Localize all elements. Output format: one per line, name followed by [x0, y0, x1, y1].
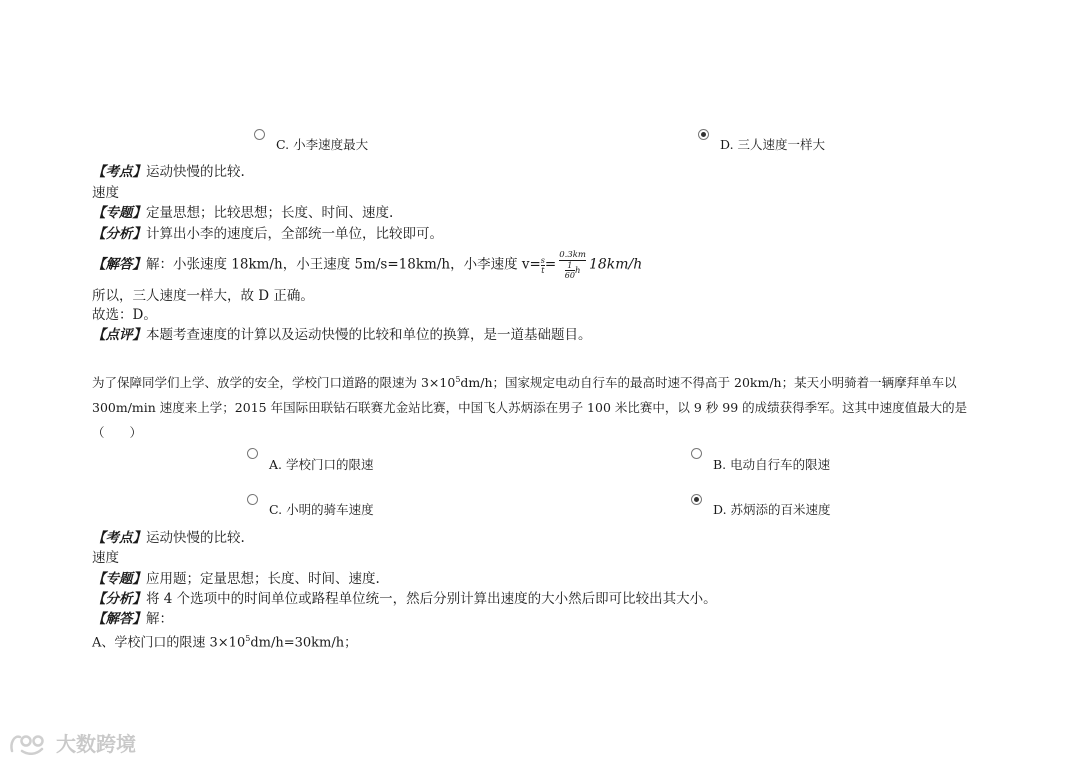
q2-zhuanti-text: 应用题；定量思想；长度、时间、速度. [146, 571, 380, 587]
q1-result: 18km/h [588, 256, 643, 273]
q1-zhuanti-text: 定量思想；比较思想；长度、时间、速度. [146, 205, 394, 221]
q2-option-c-label: C. 小明的骑车速度 [269, 502, 374, 517]
q2-option-d-label: D. 苏炳添的百米速度 [713, 502, 831, 517]
q1-option-d-label: D. 三人速度一样大 [720, 137, 826, 152]
q1-kaodian-line [92, 162, 245, 182]
q2-kaodian-text: 运动快慢的比较. [146, 530, 245, 546]
q1-fenxi-line [92, 224, 443, 244]
q1-fenxi-tag: 【分析】 [92, 226, 146, 242]
q2-a-line [92, 629, 357, 653]
q2-option-d-radio[interactable] [691, 494, 702, 505]
q2-jieda-tag: 【解答】 [92, 611, 146, 627]
q1-distance-fraction [559, 250, 586, 280]
q2-kaodian-tag: 【考点】 [92, 530, 146, 546]
watermark-text: 大数跨境 [56, 732, 136, 756]
q1-sudu-line: 速度 [92, 185, 119, 201]
q1-equals: = [544, 256, 557, 273]
q1-kaodian-text: 运动快慢的比较. [146, 164, 245, 180]
q1-frac-num: 0.3km [559, 250, 586, 260]
q2-fenxi-line [92, 589, 717, 609]
q1-conclusion-line: 所以，三人速度一样大，故 D 正确。 [92, 288, 314, 304]
q2-option-b-label: B. 电动自行车的限速 [713, 457, 831, 472]
q2-stem [92, 367, 1002, 445]
q1-frac-den-inner [565, 261, 575, 280]
q1-zhuanti-tag: 【专题】 [92, 205, 146, 221]
q1-dianping-text: 本题考查速度的计算以及运动快慢的比较和单位的换算，是一道基础题目。 [146, 327, 592, 343]
q2-zhuanti-line [92, 569, 380, 589]
q2-sudu-line: 速度 [92, 550, 119, 566]
q1-choice-line: 故选：D。 [92, 307, 157, 323]
q1-frac-den [559, 260, 586, 280]
q1-v-den: t [541, 265, 545, 275]
q1-frac-den-unit: h [574, 266, 581, 276]
q1-option-d-radio[interactable] [698, 129, 709, 140]
q2-option-a-radio[interactable] [247, 448, 258, 459]
q2-a-part2: dm/h=30km/h； [250, 635, 358, 651]
q1-dianping-tag: 【点评】 [92, 327, 146, 343]
q1-jieda-tag: 【解答】 [92, 256, 146, 273]
q2-stem-part1: 为了保障同学们上学、放学的安全，学校门口道路的限速为 3×10 [92, 375, 456, 391]
q2-jieda-line [92, 609, 173, 629]
q2-stem-part2: dm/h；国家规定电动自行车的最高时速不得高于 20km/h；某天小明骑着一辆摩拜单车以 300m/min 速度来上学；2015 年国际田联钻石联赛尤金站比赛，中国飞人苏炳添在男子 100 米比赛中，以 9 秒 99 的成绩获得季军。这其中速度值最大的是（ ） [92, 375, 968, 441]
q1-frac-den-num: 1 [567, 261, 573, 270]
q1-kaodian-tag: 【考点】 [92, 164, 146, 180]
q1-zhuanti-line [92, 203, 393, 223]
q1-dianping-line [92, 325, 592, 345]
q1-jieda-text: 解：小张速度 18km/h，小王速度 5m/s=18km/h，小李速度 v= [146, 256, 541, 273]
q2-option-b-radio[interactable] [691, 448, 702, 459]
q2-a-part1: A、学校门口的限速 3×10 [92, 635, 246, 651]
q1-jieda-line [92, 250, 642, 280]
q1-option-c-label: C. 小李速度最大 [276, 137, 369, 152]
q2-zhuanti-tag: 【专题】 [92, 571, 146, 587]
q2-fenxi-text: 将 4 个选项中的时间单位或路程单位统一，然后分别计算出速度的大小然后即可比较出其大小。 [146, 591, 717, 607]
watermark-logo-icon [8, 731, 50, 755]
q1-fenxi-text: 计算出小李的速度后，全部统一单位，比较即可。 [146, 226, 443, 242]
q2-a-sup: 5 [245, 634, 251, 643]
q2-fenxi-tag: 【分析】 [92, 591, 146, 607]
q2-option-c-radio[interactable] [247, 494, 258, 505]
q1-option-c-radio[interactable] [254, 129, 265, 140]
q2-stem-sup: 5 [455, 375, 461, 384]
q2-option-a-label: A. 学校门口的限速 [269, 457, 374, 472]
watermark [8, 728, 136, 757]
q1-v-num: s [540, 255, 545, 265]
q1-frac-den-den: 60 [564, 271, 575, 280]
q2-kaodian-line [92, 528, 245, 548]
q2-jieda-text: 解： [146, 611, 173, 627]
